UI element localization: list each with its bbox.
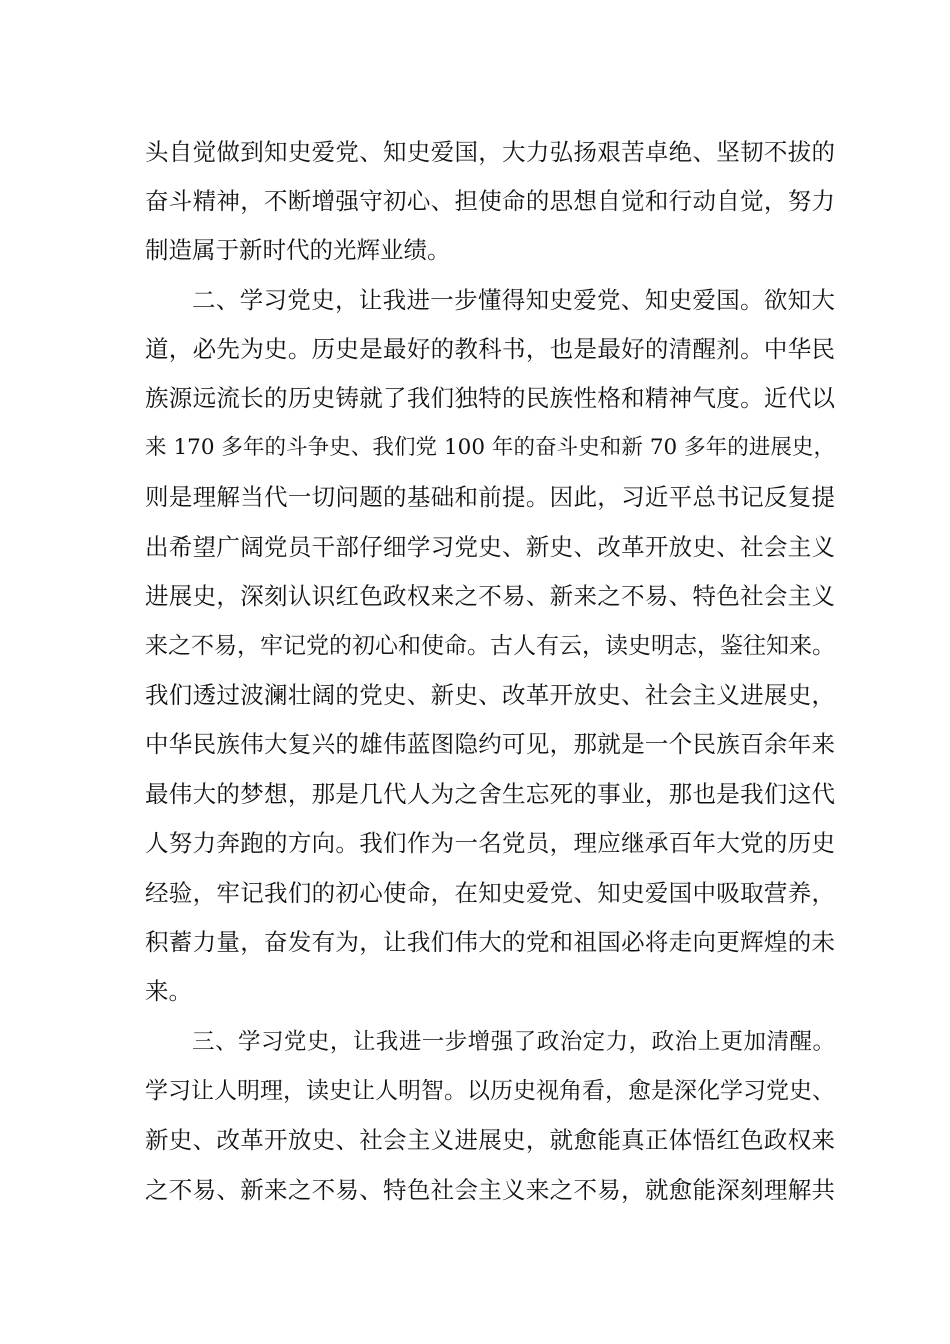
text-line: 出希望广阔党员干部仔细学习党史、新史、改革开放史、社会主义 bbox=[145, 533, 835, 561]
text-line: 来之不易，牢记党的初心和使命。古人有云，读史明志，鉴往知来。 bbox=[145, 633, 835, 659]
text-line: 学习让人明理，读史让人明智。以历史视角看，愈是深化学习党史、 bbox=[145, 1078, 835, 1104]
text-line: 族源远流长的历史铸就了我们独特的民族性格和精神气度。近代以 bbox=[145, 384, 835, 412]
text-line: 新史、改革开放史、社会主义进展史，就愈能真正体悟红色政权来 bbox=[145, 1126, 835, 1154]
text-line: 中华民族伟大复兴的雄伟蓝图隐约可见，那就是一个民族百余年来 bbox=[145, 730, 835, 758]
text-line: 人努力奔跑的方向。我们作为一名党员，理应继承百年大党的历史 bbox=[145, 829, 835, 857]
text-line: 则是理解当代一切问题的基础和前提。因此，习近平总书记反复提 bbox=[145, 483, 835, 511]
text-line: 制造属于新时代的光辉业绩。 bbox=[145, 236, 451, 264]
text-line: 经验，牢记我们的初心使命，在知史爱党、知史爱国中吸取营养， bbox=[145, 879, 835, 907]
paragraph-first-line: 二、学习党史，让我进一步懂得知史爱党、知史爱国。欲知大 bbox=[192, 286, 835, 314]
text-line: 头自觉做到知史爱党、知史爱国，大力弘扬艰苦卓绝、坚韧不拔的 bbox=[145, 138, 835, 166]
text-line: 积蓄力量，奋发有为，让我们伟大的党和祖国必将走向更辉煌的未 bbox=[145, 928, 835, 956]
text-line: 来 170 多年的斗争史、我们党 100 年的奋斗史和新 70 多年的进展史， bbox=[145, 435, 835, 460]
text-line: 奋斗精神，不断增强守初心、担使命的思想自觉和行动自觉，努力 bbox=[145, 187, 835, 215]
text-line: 最伟大的梦想，那是几代人为之舍生忘死的事业，那也是我们这代 bbox=[145, 780, 835, 808]
text-line: 道，必先为史。历史是最好的教科书，也是最好的清醒剂。中华民 bbox=[145, 335, 835, 363]
text-line: 进展史，深刻认识红色政权来之不易、新来之不易、特色社会主义 bbox=[145, 582, 835, 610]
text-line: 来。 bbox=[145, 977, 192, 1005]
paragraph-first-line: 三、学习党史，让我进一步增强了政治定力，政治上更加清醒。 bbox=[192, 1029, 835, 1055]
text-line: 之不易、新来之不易、特色社会主义来之不易，就愈能深刻理解共 bbox=[145, 1176, 835, 1204]
text-line: 我们透过波澜壮阔的党史、新史、改革开放史、社会主义进展史， bbox=[145, 681, 835, 709]
